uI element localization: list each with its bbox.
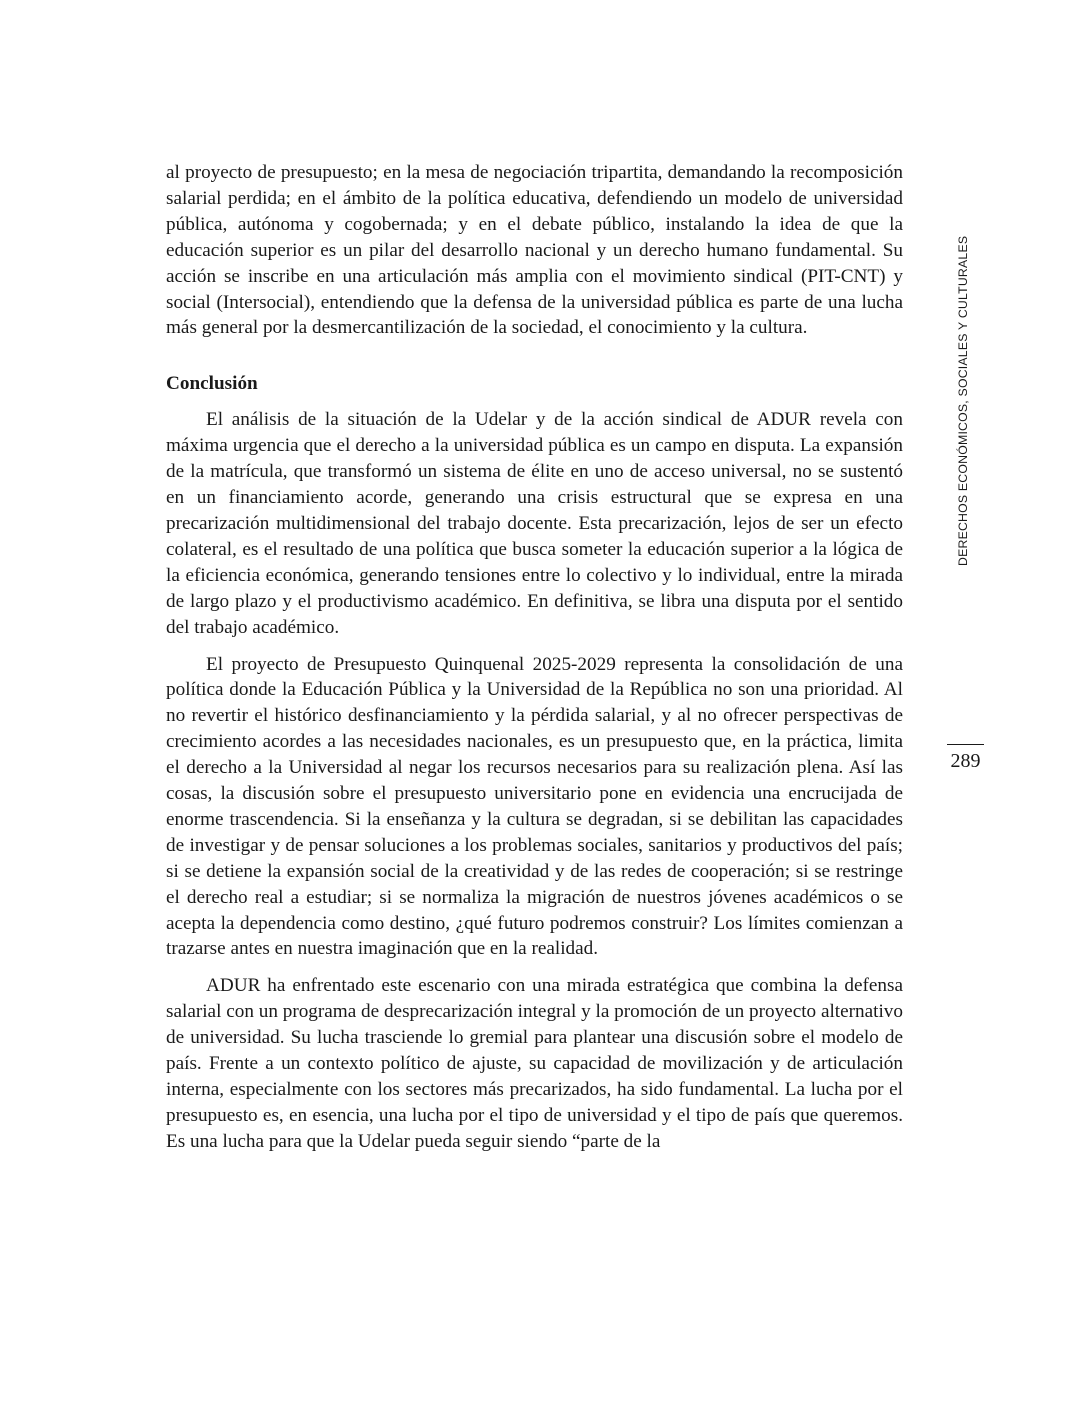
body-text (166, 160, 903, 1155)
paragraph-3: ADUR ha enfrentado este escenario con una mirada estratégica que combina la defensa salarial con un programa de desprecarización integral y la promoción de un proyecto alternativo de universidad. Su lucha trasciende lo gremial para plantear una discusión sobre el modelo de país. Frente a un contexto político de ajuste, su capacidad de movilización y de articulación interna, especialmente con los sectores más precarizados, ha sido fundamental. La lucha por el presupuesto es, en esencia, una lucha por el tipo de universidad y el tipo de país que queremos. Es una lucha para que la Udelar pueda seguir siendo “parte de la (166, 975, 903, 1152)
intro-paragraph: al proyecto de presupuesto; en la mesa de negociación tripartita, demandando la recomposición salarial perdida; en el ámbito de la política educativa, defendiendo un modelo de universidad pública, autónoma y cogobernada; y en el debate público, instalando la idea de que la educación superior es un pilar del desarrollo nacional y un derecho humano fundamental. Su acción se inscribe en una articulación más amplia con el movimiento sindical (PIT-CNT) y social (Intersocial), entendiendo que la defensa de la universidad pública es parte de una lucha más general por la desmercantilización de la sociedad, el conocimiento y la cultura. (166, 162, 903, 339)
page-number: 289 (947, 744, 984, 773)
paragraph-2: El proyecto de Presupuesto Quinquenal 2025-2029 representa la consolidación de una política donde la Educación Pública y la Universidad de la República no son una prioridad. Al no revertir el histórico desfinanciamiento y la pérdida salarial, y al no ofrecer perspectivas de crecimiento acordes a las necesidades nacionales, es un presupuesto que, en la práctica, limita el derecho a la Universidad al negar los recursos necesarios para su realización plena. Así las cosas, la discusión sobre el presupuesto universitario pone en evidencia una encrucijada de enorme trascendencia. Si la enseñanza y la cultura se degradan, si se debilitan las capacidades de investigar y de pensar soluciones a los problemas sociales, sanitarios y productivos del país; si se detiene la expansión social de la creatividad y de las redes de cooperación; si se restringe el derecho real a estudiar; si se normaliza la migración de nuestros jóvenes académicos o se acepta la dependencia como destino, ¿qué futuro podremos construir? Los límites comienzan a trazarse antes en nuestra imaginación que en la realidad. (166, 653, 903, 960)
running-title-text: DERECHOS ECONÓMICOS, SOCIALES Y CULTURALES (956, 235, 970, 566)
paragraph-1: El análisis de la situación de la Udelar y de la acción sindical de ADUR revela con máxima urgencia que el derecho a la universidad pública es un campo en disputa. La expansión de la matrícula, que transformó un sistema de élite en uno de acceso universal, no se sustentó en un financiamiento acorde, generando una crisis estructural que se expresa en una precarización multidimensional del trabajo docente. Esta precarización, lejos de ser un efecto colateral, es el resultado de una política que busca someter la educación superior a la lógica de la eficiencia económica, generando tensiones entre lo colectivo y lo individual, entre la mirada de largo plazo y el productivismo académico. En definitiva, se libra una disputa por el sentido del trabajo académico. (166, 409, 903, 638)
running-title (955, 235, 975, 566)
section-heading: Conclusión (166, 373, 258, 395)
